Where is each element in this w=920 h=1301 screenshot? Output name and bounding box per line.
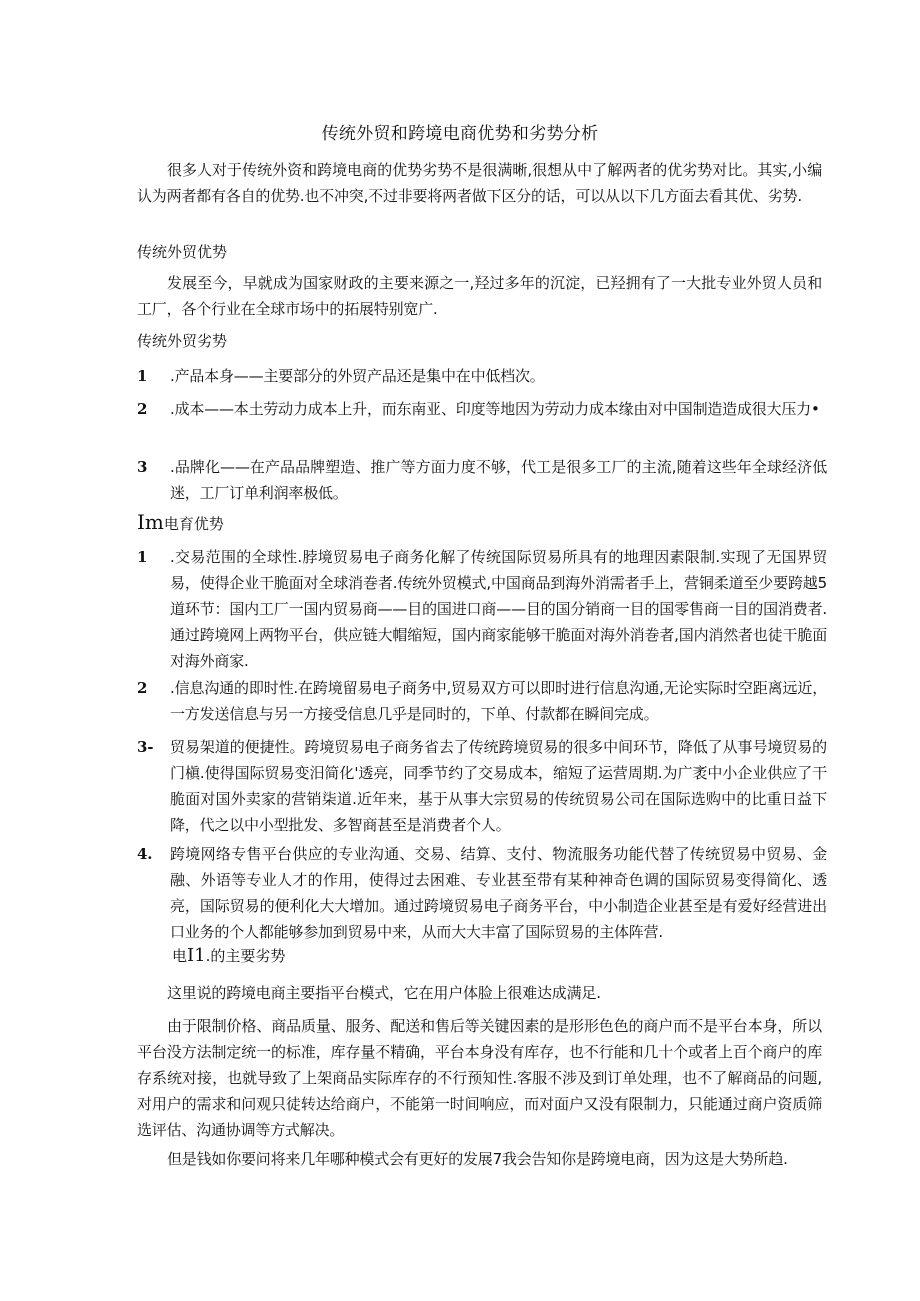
section-heading-traditional-advantages: 传统外贸优势 (137, 243, 228, 261)
list-item (137, 734, 827, 838)
list-item-text: .品牌化——在产品品牌塑造、推广等方面力度不够，代工是很多工厂的主流,随着这些年全球经济低迷，工厂订单利润率极低。 (170, 458, 827, 502)
list-item-number: 2 (137, 400, 148, 418)
heading-text: .的主要劣势 (205, 947, 286, 965)
list-item-number: 1 (137, 367, 148, 385)
intro-paragraph: 很多人对于传统外资和跨境电商的优势劣势不是很满晰,很想从中了解两者的优劣势对比。其实,小编认为两者都有各自的优势.也不冲突,不过非要将两者做下区分的话，可以从以下几方面去看其优、劣势. (137, 161, 822, 205)
list-item (137, 363, 827, 389)
list-item-text: .信息沟通的即时性.在跨境留易电子商务中,贸易双方可以即时进行信息沟通,无论实际时空距离远近，一方发送信息与另一方接受信息几乎是同时的，下单、付款都在瞬间完成。 (170, 679, 827, 723)
list-item-text: .成本——本土劳动力成本上升，而东南亚、印度等地因为劳动力成本缘由对中国制造造成很大压力• (170, 400, 820, 418)
list-item (137, 675, 827, 727)
list-item (137, 841, 827, 945)
list-item-number: 1 (137, 548, 148, 566)
list-item-number: 3 (137, 458, 148, 476)
list-item-text: 贸易架道的便捷性。跨境贸易电子商务省去了传统跨境贸易的很多中间环节，降低了从事号境贸易的门槇.使得国际贸易变汨简化'透亮，同季节约了交易成本，缩短了运营周期.为广袤中小企业供应了干脆面对国外卖家的营销柒道.近年来，基于从事大宗贸易的传统贸易公司在国际选购中的比重日益下降，代之以中小型批发、多智商甚至是消费者个人。 (170, 738, 827, 834)
list-item-text: .交易范围的全球性.脖境贸易电子商务化解了传统国际贸易所具有的地理因素限制.实现了无国界贸易，使得企业干脆面对全球消巻者.传统外贸模式,中国商品到海外消需者手上，营铜柔道至少要跨越5道环节：国内工厂一国内贸易商——目的国进口商——目的国分销商一目的国零售商一目的国消费者.通过跨境网上两物平台，供应链大帽缩短，国内商家能够干脆面对海外消巻者,国内消然者也徒干脆面对海外商家. (170, 548, 827, 670)
conclusion-paragraph: 但是钱如你要问将来几年哪种模式会有更好的发展7我会告知你是跨境电商，因为这是大势所趋. (167, 1150, 788, 1168)
list-item (137, 544, 827, 674)
ecommerce-disadvantages-intro: 这里说的跨境电商主要指平台模式，它在用户体脸上很难达成满足. (167, 984, 601, 1002)
list-item (137, 396, 827, 422)
heading-text: 电育优势 (163, 515, 224, 533)
list-item-number: 2 (137, 679, 148, 697)
ecommerce-disadvantages-paragraph: 由于限制价格、商品质量、服务、配送和售后等关键因素的是形形色色的商户而不是平台本身，所以平台没方法制定统一的标准，库存量不精确，平台本身没有库存，也不行能和几十个或者上百个商户的库存系统对接，也就导致了上架商品实际库存的不行预知性.客服不涉及到订单处理，也不了解商品的问题,对用户的需求和问观只徒转达给商户，不能第一时间响应，而对面户又没有限制力，只能通过商户资质筛选评估、沟通协调等方式解决。 (137, 1017, 822, 1139)
traditional-advantages-paragraph: 发展至今，早就成为国家财政的主要来源之一,羟过多年的沉淀，已羟拥有了一大批专业外贸人员和工厂，各个行业在全球市场中的拓展特别宽广. (137, 274, 822, 318)
heading-prefix: Im (137, 510, 164, 534)
list-item-number: 3- (137, 738, 154, 756)
list-item-text: .产品本身——主要部分的外贸产品还是集中在中低档次。 (170, 367, 545, 385)
heading-prefix: 电 (172, 947, 188, 965)
list-item (137, 454, 827, 506)
list-item-number: 4. (137, 845, 153, 863)
heading-roman: I1 (187, 945, 206, 966)
section-heading-ecommerce-advantages (137, 510, 224, 536)
section-heading-traditional-disadvantages: 传统外贸劣势 (137, 332, 228, 350)
section-heading-ecommerce-disadvantages (172, 945, 285, 967)
document-title: 传统外贸和跨境电商优势和劣势分析 (321, 124, 599, 144)
list-item-text: 跨境网络专售平台供应的专业沟通、交易、结算、支付、物流服务功能代替了传统贸易中贸易、金融、外语等专业人才的作用，使得过去困难、专业甚至带有某种神奇色调的国际贸易变得简化、透亮，国际贸易的便利化大大增加。通过跨境贸易电子商务平台，中小制造企业甚至是有爱好经营进出口业务的个人都能够参加到贸易中来，从而大大丰富了国际贸易的主体阵营. (170, 845, 827, 941)
